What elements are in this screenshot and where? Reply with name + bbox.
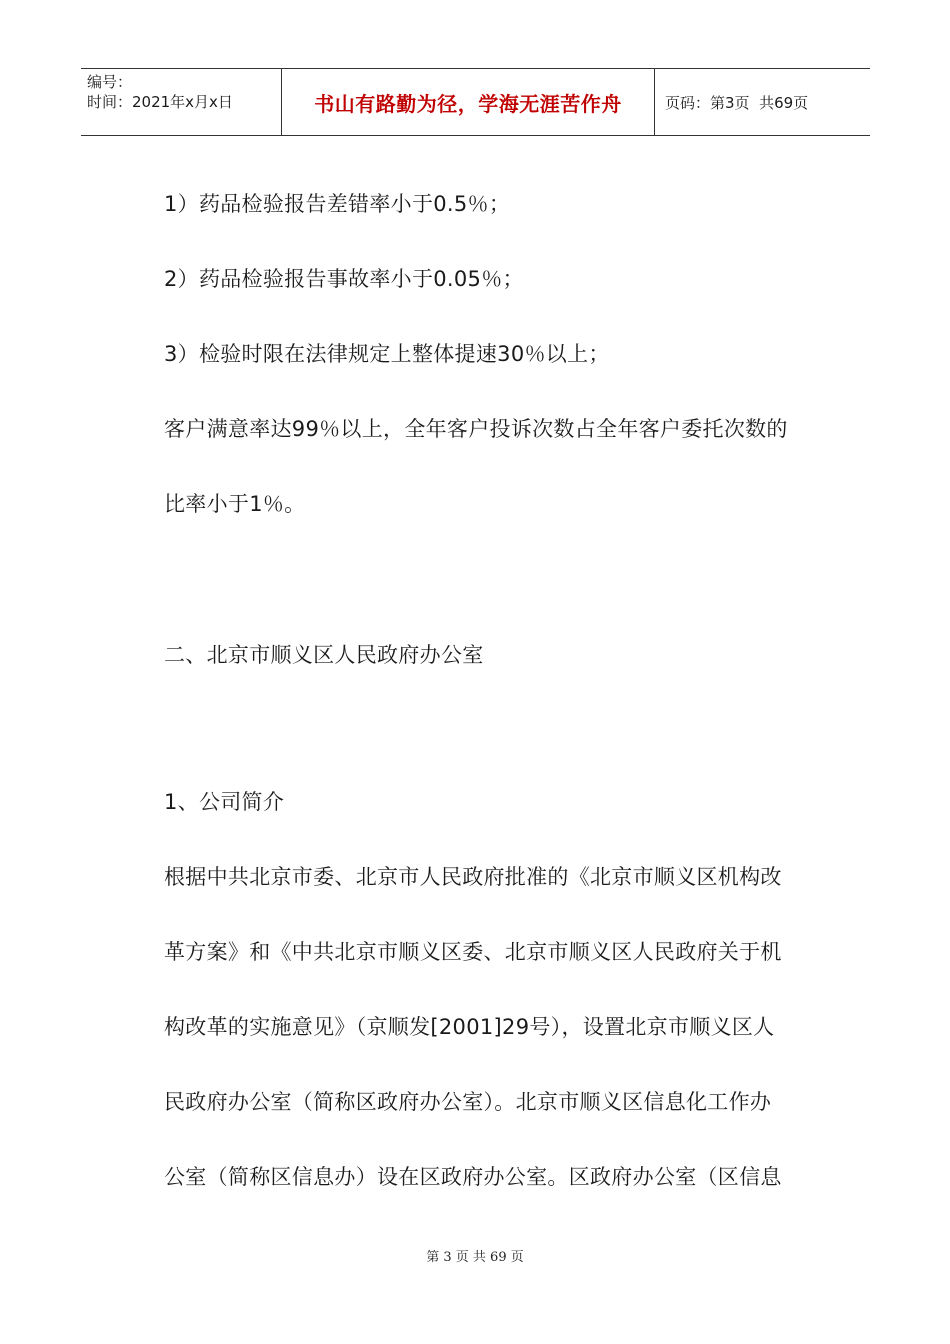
body-line-2: 2）药品检验报告事故率小于0.05％； — [164, 267, 524, 291]
page-footer: 第 3 页 共 69 页 — [426, 1250, 524, 1265]
body-line-3: 3）检验时限在法律规定上整体提速30％以上； — [164, 342, 610, 366]
body-line-1: 1）药品检验报告差错率小于0.5％； — [164, 192, 511, 216]
body-line-10: 公室（简称区信息办）设在区政府办公室。区政府办公室（区信息 — [164, 1165, 782, 1189]
header-meta-cell — [81, 69, 282, 135]
body-line-7: 革方案》和《中共北京市顺义区委、北京市顺义区人民政府关于机 — [164, 940, 782, 964]
body-line-8: 构改革的实施意见》（京顺发[2001]29号），设置北京市顺义区人 — [164, 1015, 775, 1039]
body-line-5: 比率小于1％。 — [164, 492, 306, 516]
body-line-9: 民政府办公室（简称区政府办公室）。北京市顺义区信息化工作办 — [164, 1090, 772, 1114]
section-heading: 二、北京市顺义区人民政府办公室 — [164, 643, 484, 667]
subsection-heading: 1、公司简介 — [164, 790, 285, 814]
header-page-cell — [655, 69, 870, 135]
page-info: 页码：第3页 共69页 — [665, 93, 809, 112]
header-motto-cell — [282, 69, 655, 135]
time-label: 时间：2021年x月x日 — [87, 93, 233, 111]
motto-text: 书山有路勤为径，学海无涯苦作舟 — [314, 91, 622, 116]
body-line-4: 客户满意率达99％以上，全年客户投诉次数占全年客户委托次数的 — [164, 417, 788, 441]
document-header — [81, 68, 870, 136]
body-line-6: 根据中共北京市委、北京市人民政府批准的《北京市顺义区机构改 — [164, 865, 782, 889]
number-label: 编号： — [87, 73, 133, 91]
